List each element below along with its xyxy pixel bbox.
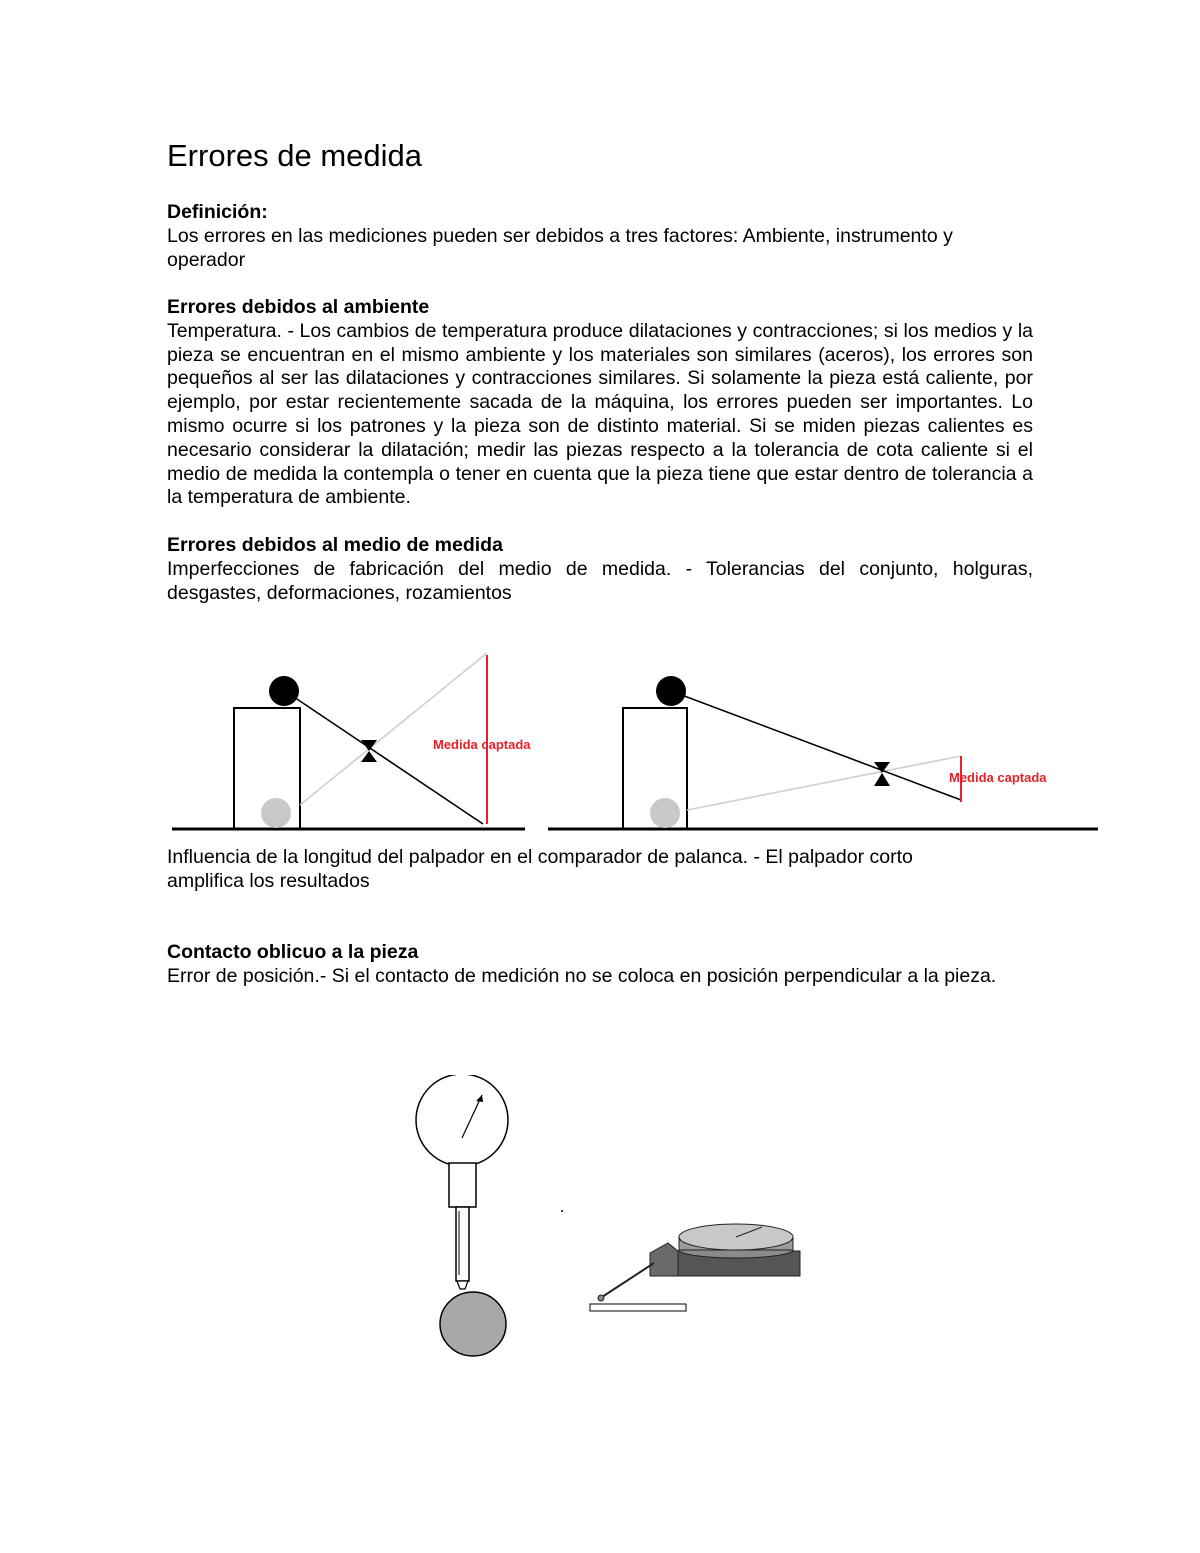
definicion-section: [167, 201, 1033, 272]
dial-stem: [449, 1163, 476, 1207]
figure1-caption: Influencia de la longitud del palpador en el comparador de palanca. - El palpador corto amplifica los resultados: [167, 846, 913, 892]
contacto-section: [167, 941, 1033, 989]
flat-piece: [590, 1304, 686, 1311]
ambiente-text: Temperatura. - Los cambios de temperatura produce dilataciones y contracciones; si los medios y la pieza se encuentran en el mismo ambiente y los materiales son similares (aceros), los errores son pequeños al ser las dilataciones y contracciones similares. Si solamente la pieza está caliente, por ejemplo, por estar recientemente sacada de la máquina, los errores pueden ser importantes. Lo mismo ocurre si los patrones y la pieza son de distinto material. Si se miden piezas calientes es necesario considerar la dilatación; medir las piezas respecto a la tolerancia de cota caliente si el medio de medida la contempla o tener en cuenta que la pieza tiene que estar dentro de tolerancia a la temperatura de ambiente.: [167, 319, 1033, 509]
dial-face: [416, 1075, 508, 1166]
contacto-heading: Contacto oblicuo a la pieza: [167, 941, 419, 963]
lever-probe-ball: [598, 1295, 604, 1301]
medio-text: Imperfecciones de fabricación del medio de medida. - Tolerancias del conjunto, holguras, desgastes, deformaciones, rozamientos: [167, 557, 1033, 604]
dial-indicator: [416, 1075, 508, 1356]
palpador-largo-diagram: [172, 653, 531, 829]
contacto-text: Error de posición.- Si el contacto de medición no se coloca en posición perpendicular a la pieza.: [167, 964, 997, 987]
probe-arm-right: [671, 691, 961, 800]
lever-probe: [602, 1263, 654, 1297]
contact-point: [457, 1281, 468, 1289]
page-title: Errores de medida: [167, 138, 423, 173]
ambiente-heading: Errores debidos al ambiente: [167, 296, 430, 318]
stray-dot: [561, 1210, 563, 1212]
pivot-right: [874, 762, 890, 786]
medida-label-left: Medida captada: [433, 737, 531, 752]
probe-ball-left: [269, 676, 299, 706]
medida-label-right: Medida captada: [949, 770, 1047, 785]
definicion-text: Los errores en las mediciones pueden ser debidos a tres factores: Ambiente, instrumento y operador: [167, 224, 953, 271]
comparator-head: [650, 1243, 678, 1276]
ghost-probe-right: [687, 756, 961, 810]
spherical-piece: [440, 1292, 506, 1356]
ghost-probe-left: [300, 653, 487, 805]
dial-spindle: [456, 1207, 469, 1281]
palpador-figure: [165, 645, 1105, 840]
medio-heading: Errores debidos al medio de medida: [167, 534, 503, 556]
ambiente-section: [167, 296, 1033, 510]
definicion-heading: Definición:: [167, 201, 268, 223]
probe-arm-left: [285, 691, 483, 824]
lever-comparator: [561, 1210, 800, 1311]
contacto-figure: [410, 1075, 810, 1360]
ghost-ball-left: [261, 798, 291, 828]
palpador-corto-diagram: [548, 676, 1098, 829]
medio-section: [167, 534, 1033, 605]
ghost-ball-right: [650, 798, 680, 828]
probe-ball-right: [656, 676, 686, 706]
